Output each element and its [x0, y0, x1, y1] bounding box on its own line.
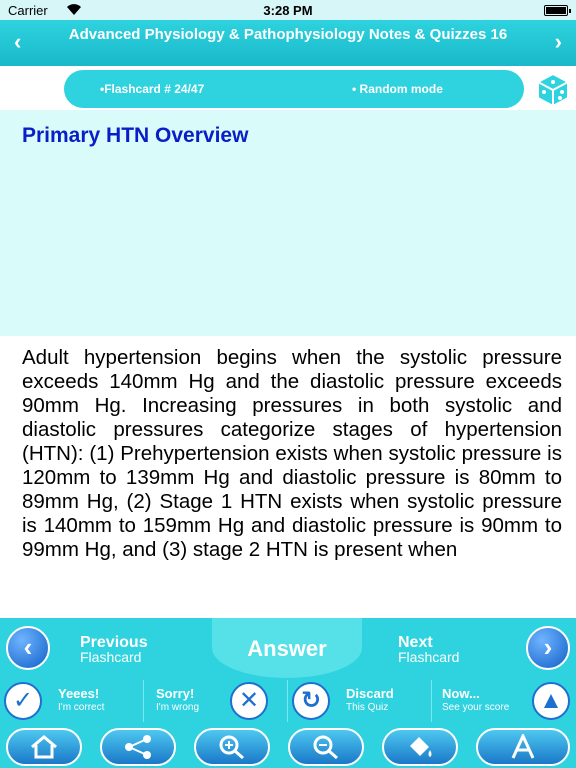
wrong-sub-label: I'm wrong — [156, 702, 200, 713]
discard-sub-label: This Quiz — [346, 702, 389, 713]
correct-sub-label: I'm correct — [58, 702, 105, 713]
chart-icon: ▲ — [532, 682, 570, 720]
next-label: Next — [398, 634, 433, 651]
status-bar — [0, 0, 576, 20]
next-flashcard-button[interactable] — [398, 636, 459, 664]
battery-icon — [544, 5, 568, 16]
answer-button[interactable]: Answer — [212, 618, 362, 678]
flashcard-info-bar — [0, 66, 576, 110]
app-title: Advanced Physiology & Pathophysiology Notes & Quizzes 16 — [68, 26, 508, 43]
answer-text: Adult hypertension begins when the systolic pressure exceeds 140mm Hg and the diastolic pressure exceeds 90mm Hg. Increasing pressures in both systolic and diastolic pressures categorize stages of hypertension (HTN): (1) Prehypertension exists when systolic pressure is 120mm to 139mm Hg and diastolic pressure is 80mm to 89mm Hg, (2) Stage 1 HTN exists when systolic pressure is 140mm to 159mm Hg and diastolic pressure is 90mm to 99mm Hg, and (3) stage 2 HTN is present when — [22, 346, 562, 561]
answer-panel[interactable] — [0, 336, 576, 618]
share-icon — [123, 734, 153, 760]
correct-label: Yeees! — [58, 686, 100, 701]
next-sub-label: Flashcard — [398, 649, 460, 665]
discard-icon: ↻ — [292, 682, 330, 720]
wrong-button[interactable] — [146, 680, 288, 722]
zoom-out-icon — [311, 734, 341, 760]
discard-quiz-button[interactable] — [290, 680, 432, 722]
font-icon — [508, 734, 538, 760]
correct-button[interactable] — [2, 680, 144, 722]
score-sub-label: See your score — [442, 702, 510, 713]
question-title: Primary HTN Overview — [22, 124, 249, 147]
title-bar — [0, 20, 576, 66]
question-panel — [0, 110, 576, 336]
score-button[interactable] — [434, 680, 574, 722]
previous-label: Previous — [80, 634, 148, 651]
navigation-row — [0, 618, 576, 678]
zoom-in-icon — [217, 734, 247, 760]
next-arrow-icon[interactable]: › — [526, 626, 570, 670]
home-icon — [29, 734, 59, 760]
toolbar — [0, 724, 576, 768]
zoom-out-button[interactable] — [288, 728, 364, 766]
home-button[interactable] — [6, 728, 82, 766]
font-button[interactable] — [476, 728, 570, 766]
paint-bucket-icon — [405, 734, 435, 760]
dice-icon[interactable] — [534, 70, 572, 108]
theme-button[interactable] — [382, 728, 458, 766]
discard-label: Discard — [346, 686, 394, 701]
clock: 3:28 PM — [263, 3, 313, 18]
zoom-in-button[interactable] — [194, 728, 270, 766]
random-mode-label[interactable]: • Random mode — [352, 82, 443, 96]
cross-icon: ✕ — [230, 682, 268, 720]
wrong-label: Sorry! — [156, 686, 195, 701]
forward-chevron-icon[interactable]: › — [554, 29, 562, 54]
share-button[interactable] — [100, 728, 176, 766]
previous-sub-label: Flashcard — [80, 649, 142, 665]
checkmark-icon: ✓ — [4, 682, 42, 720]
flashcard-counter: •Flashcard # 24/47 — [100, 82, 205, 96]
response-row — [0, 678, 576, 724]
carrier-label: Carrier — [8, 3, 48, 18]
previous-arrow-icon[interactable]: ‹ — [6, 626, 50, 670]
control-panel — [0, 618, 576, 768]
previous-flashcard-button[interactable] — [80, 636, 148, 664]
back-chevron-icon[interactable]: ‹ — [14, 29, 22, 54]
score-label: Now... — [442, 686, 480, 701]
flashcard-info-pill — [64, 70, 524, 108]
